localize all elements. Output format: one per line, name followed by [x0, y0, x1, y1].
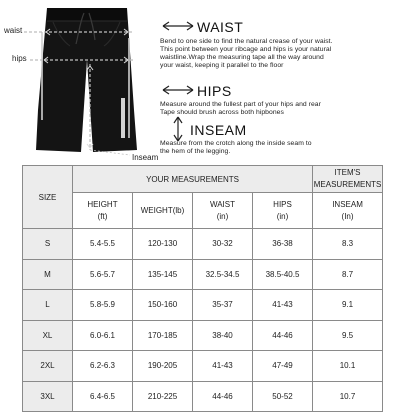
size-chart-table: [22, 165, 383, 412]
weight-cell: 170-185: [133, 320, 193, 351]
waist-cell: 32.5-34.5: [193, 259, 253, 290]
table-row: [23, 351, 383, 382]
column-header-weight: [133, 193, 193, 229]
inseam-cell: 8.7: [313, 259, 383, 290]
height-cell: 5.6-5.7: [73, 259, 133, 290]
weight-cell: 135-145: [133, 259, 193, 290]
your-measurements-header: YOUR MEASUREMENTS: [73, 166, 313, 193]
hips-cell: 38.5-40.5: [253, 259, 313, 290]
height-cell: 6.2-6.3: [73, 351, 133, 382]
hips-title: HIPS: [197, 83, 232, 99]
size-cell: XL: [23, 320, 73, 351]
column-header-inseam: [313, 193, 383, 229]
table-row: [23, 290, 383, 321]
column-name: WEIGHT(lb): [140, 205, 185, 215]
column-header-hips: [253, 193, 313, 229]
size-header: SIZE: [23, 166, 73, 229]
height-cell: 5.4-5.5: [73, 229, 133, 260]
inseam-title: INSEAM: [190, 122, 247, 138]
table-row: [23, 229, 383, 260]
hips-label: hips: [12, 54, 27, 63]
height-cell: 6.0-6.1: [73, 320, 133, 351]
inseam-cell: 10.1: [313, 351, 383, 382]
hips-arrow-icon: [160, 78, 196, 102]
hips-cell: 41-43: [253, 290, 313, 321]
column-name: HIPS: [273, 199, 292, 209]
column-header-waist: [193, 193, 253, 229]
waist-cell: 44-46: [193, 381, 253, 412]
column-name: INSEAM: [332, 199, 363, 209]
inseam-desc-line: Measure from the crotch along the inside seam to: [160, 140, 312, 147]
table-row: [23, 381, 383, 412]
inseam-label: Inseam: [132, 153, 159, 162]
size-cell: M: [23, 259, 73, 290]
inseam-desc-line: the hem of the legging.: [160, 148, 231, 155]
size-cell: 2XL: [23, 351, 73, 382]
items-measurements-header: [313, 166, 383, 193]
waist-cell: 38-40: [193, 320, 253, 351]
waist-cell: 35-37: [193, 290, 253, 321]
waist-desc-line: waistline.Wrap the measuring tape all the way around: [160, 54, 324, 61]
hips-desc-line: Tape should brush across both hipbones: [160, 109, 284, 116]
items-header-line: ITEM'S: [334, 168, 361, 177]
waist-title: WAIST: [197, 19, 244, 35]
waist-label: waist: [4, 26, 23, 35]
waist-desc-line: your waist, keeping it parallel to the floor: [160, 62, 284, 69]
weight-cell: 150-160: [133, 290, 193, 321]
hips-cell: 36-38: [253, 229, 313, 260]
hips-cell: 44-46: [253, 320, 313, 351]
hips-cell: 47-49: [253, 351, 313, 382]
inseam-cell: 10.7: [313, 381, 383, 412]
column-unit: (ft): [97, 211, 108, 221]
inseam-description: [160, 140, 396, 156]
weight-cell: 190-205: [133, 351, 193, 382]
column-name: WAIST: [209, 199, 236, 209]
waist-desc-line: This point between your ribcage and hips is your natural: [160, 46, 332, 53]
column-name: HEIGHT: [87, 199, 118, 209]
inseam-cell: 8.3: [313, 229, 383, 260]
waist-cell: 41-43: [193, 351, 253, 382]
weight-cell: 120-130: [133, 229, 193, 260]
column-unit: (In): [341, 211, 354, 221]
waist-description: [160, 38, 396, 70]
items-header-line: MEASUREMENTS: [313, 180, 382, 189]
column-unit: (in): [276, 211, 289, 221]
shorts-illustration: [0, 0, 160, 165]
hips-cell: 50-52: [253, 381, 313, 412]
waist-desc-line: Bend to one side to find the natural crease of your waist.: [160, 38, 333, 45]
size-cell: L: [23, 290, 73, 321]
inseam-cell: 9.5: [313, 320, 383, 351]
column-unit: (in): [216, 211, 229, 221]
table-row: [23, 320, 383, 351]
waist-cell: 30-32: [193, 229, 253, 260]
hips-desc-line: Measure around the fullest part of your hips and rear: [160, 101, 321, 108]
height-cell: 6.4-6.5: [73, 381, 133, 412]
column-header-height: [73, 193, 133, 229]
waist-arrow-icon: [160, 14, 196, 38]
inseam-cell: 9.1: [313, 290, 383, 321]
height-cell: 5.8-5.9: [73, 290, 133, 321]
size-cell: 3XL: [23, 381, 73, 412]
weight-cell: 210-225: [133, 381, 193, 412]
table-row: [23, 259, 383, 290]
size-cell: S: [23, 229, 73, 260]
